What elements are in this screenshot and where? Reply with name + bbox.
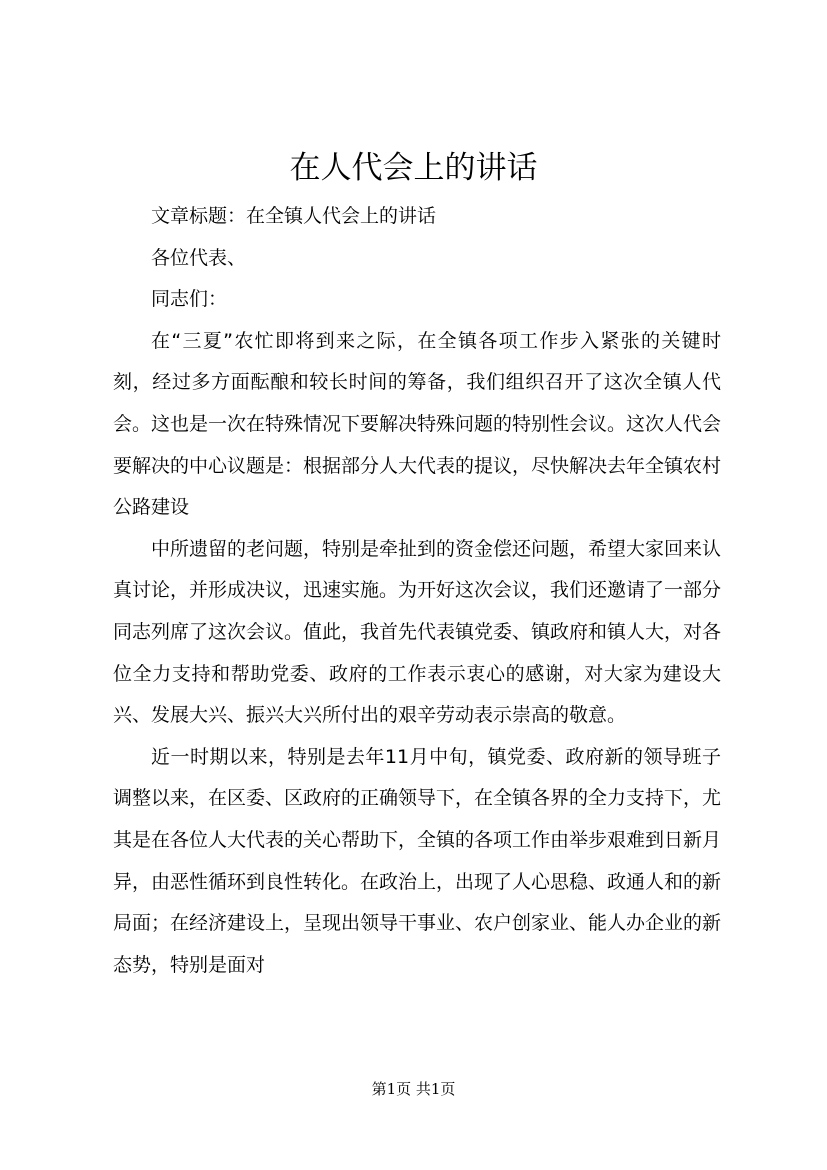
- paragraph-body: 近一时期以来，特别是去年11月中旬，镇党委、政府新的领导班子调整以来，在区委、区政府的正确领导下，在全镇各界的全力支持下，尤其是在各位人大代表的关心帮助下，全镇的各项工作由举步艰难到日新月异，由恶性循环到良性转化。在政治上，出现了人心思稳、政通人和的新局面；在经济建设上，呈现出领导干事业、农户创家业、能人办企业的新态势，特别是面对: [113, 745, 722, 976]
- paragraph-salutation-delegates: 各位代表、: [151, 246, 247, 269]
- document-title: 在人代会上的讲话: [289, 150, 538, 186]
- page-footer: 第1页 共1页: [371, 1080, 456, 1098]
- paragraph-article-title: 文章标题：在全镇人代会上的讲话: [151, 205, 437, 227]
- paragraph-salutation-comrades: 同志们：: [151, 288, 228, 311]
- paragraph-body: 在“三夏”农忙即将到来之际，在全镇各项工作步入紧张的关键时刻，经过多方面酝酿和较长时间的筹备，我们组织召开了这次全镇人代会。这也是一次在特殊情况下要解决特殊问题的特别性会议。这次人代会要解决的中心议题是：根据部分人大代表的提议，尽快解决去年全镇农村公路建设: [113, 329, 722, 519]
- paragraph-body: 中所遗留的老问题，特别是牵扯到的资金偿还问题，希望大家回来认真讨论，并形成决议，迅速实施。为开好这次会议，我们还邀请了一部分同志列席了这次会议。值此，我首先代表镇党委、镇政府和镇人大，对各位全力支持和帮助党委、政府的工作表示衷心的感谢，对大家为建设大兴、发展大兴、振兴大兴所付出的艰辛劳动表示崇高的敬意。: [113, 537, 722, 727]
- document-body: [113, 196, 721, 986]
